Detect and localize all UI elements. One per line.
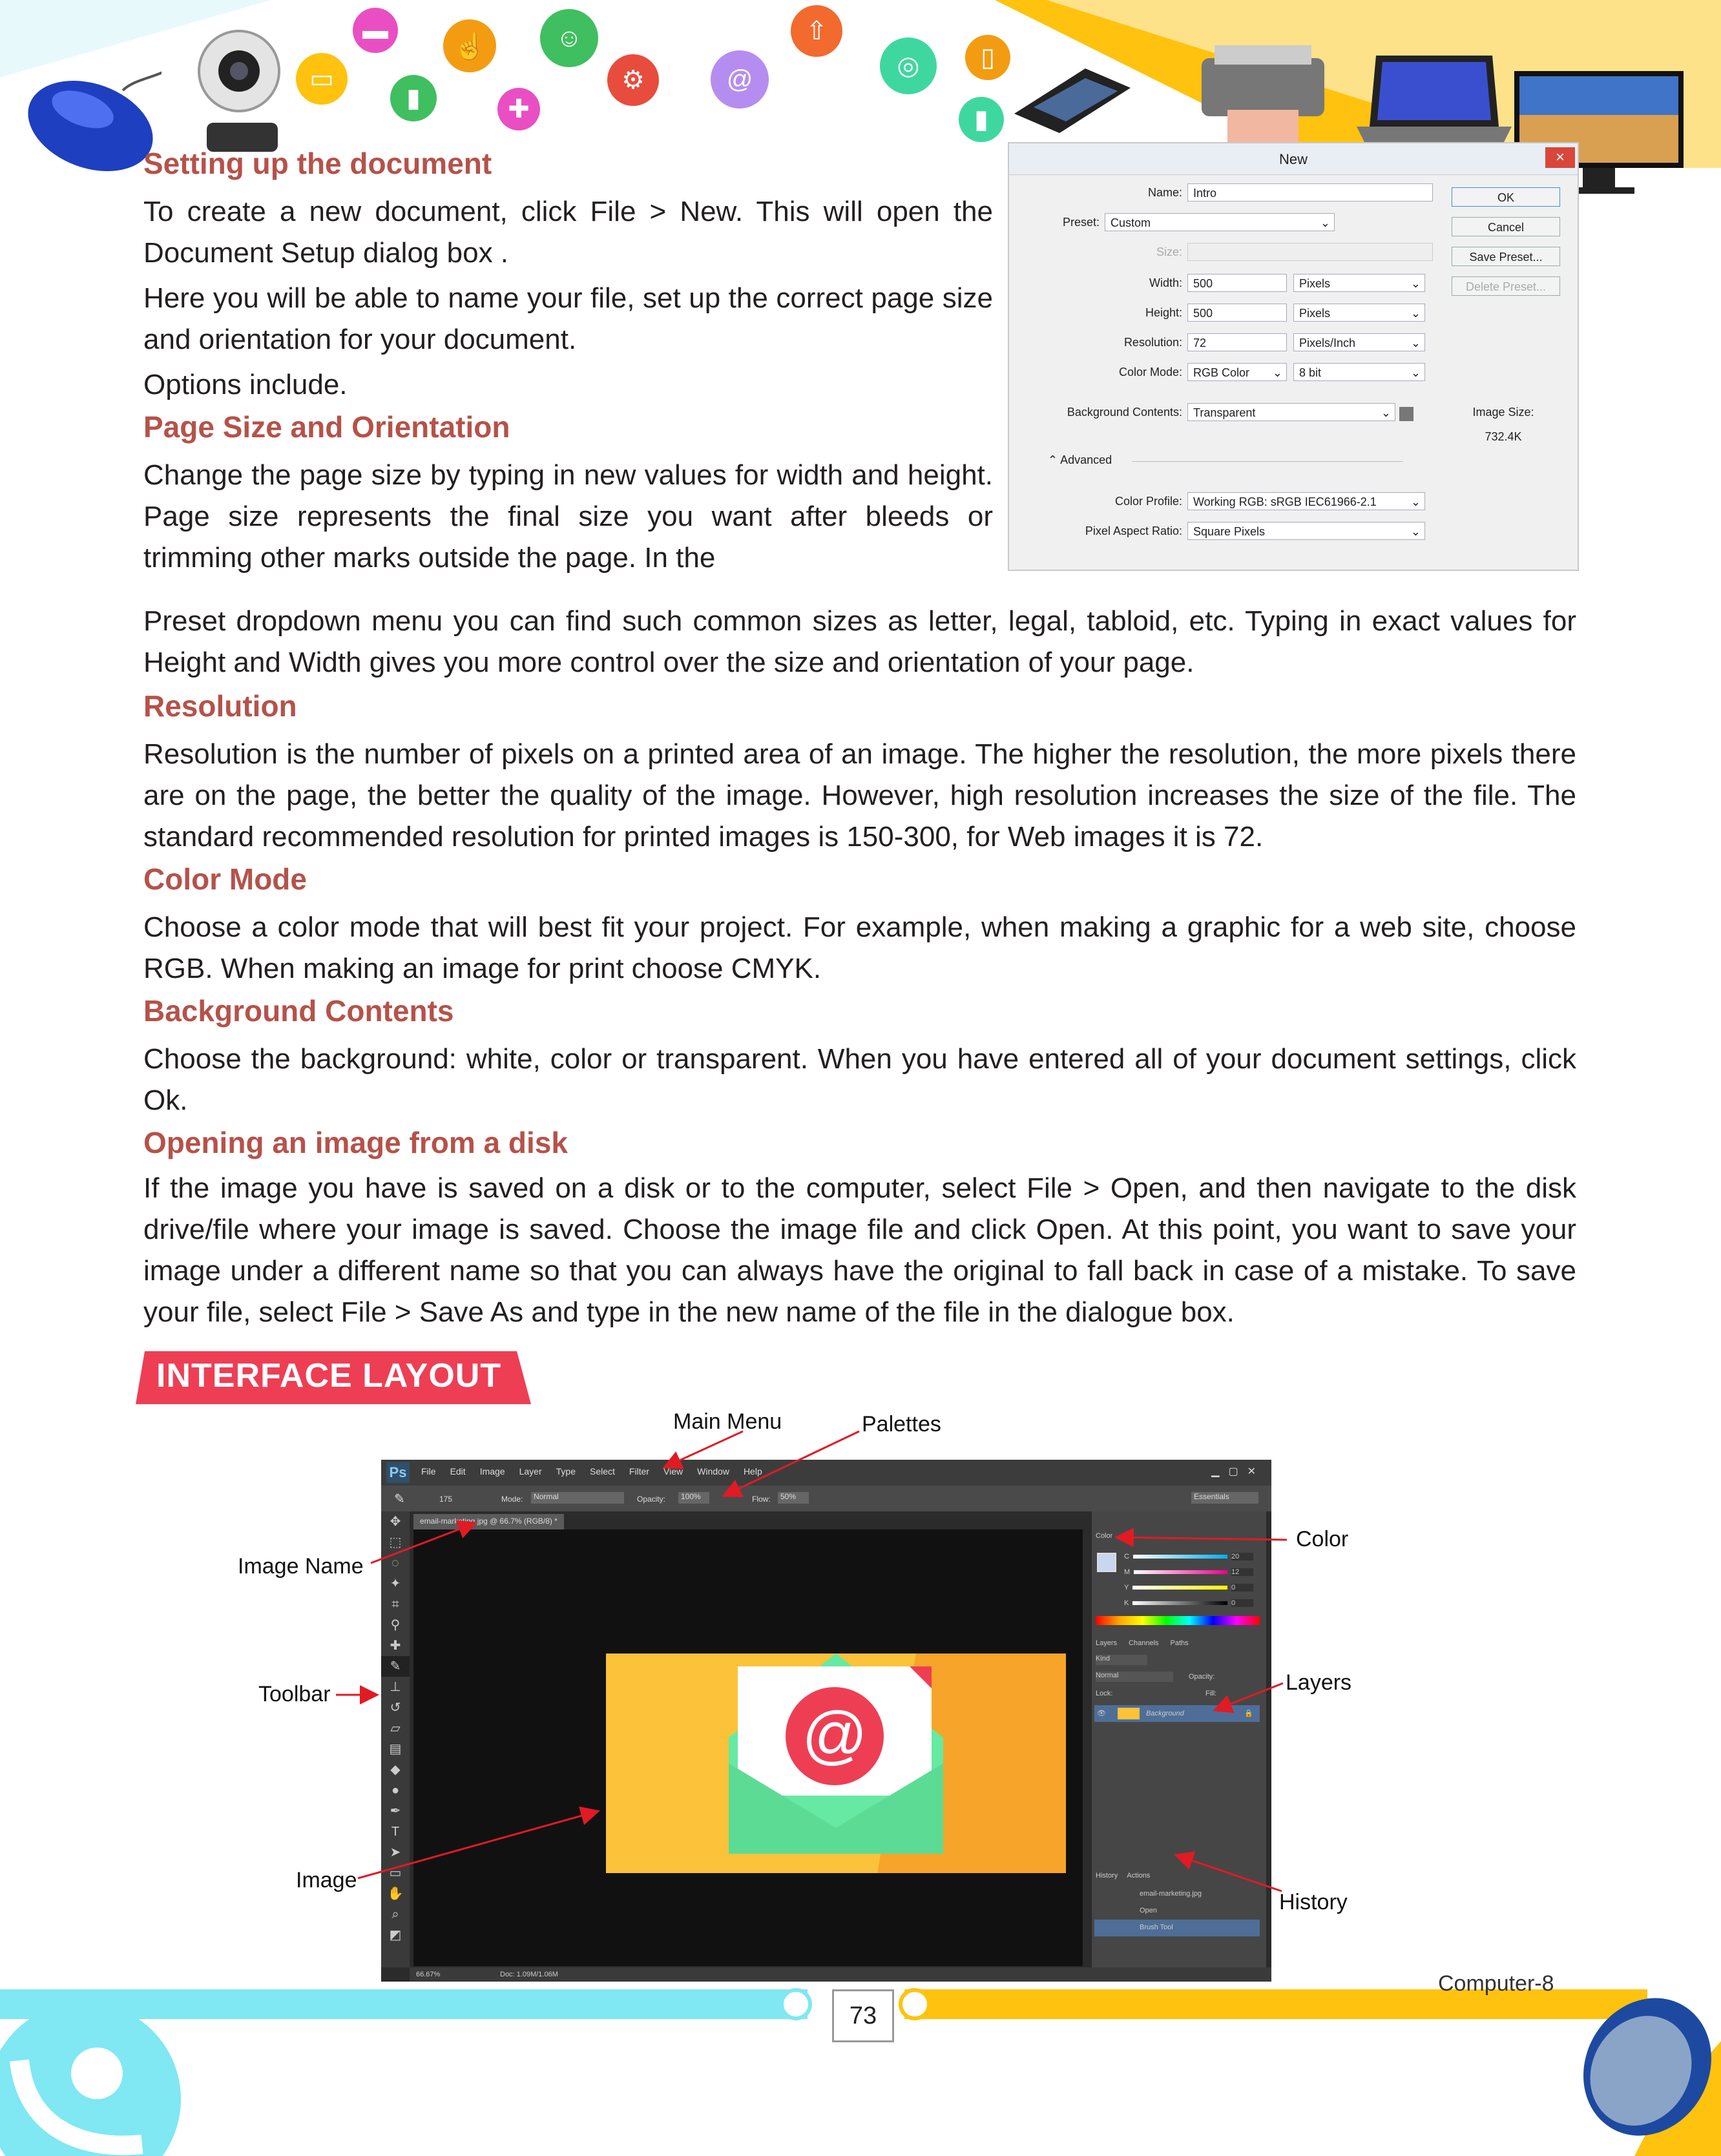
touch-icon: ☝ [443, 19, 496, 72]
width-input[interactable]: 500 [1187, 274, 1287, 292]
color-slider-c[interactable] [1124, 1549, 1253, 1564]
tab-history[interactable]: History [1096, 1872, 1118, 1880]
height-unit-value: Pixels [1299, 307, 1331, 320]
ps-panels [1092, 1511, 1266, 1967]
eraser-tool-icon[interactable]: ▱ [390, 1721, 401, 1736]
ps-menubar [381, 1460, 1271, 1486]
color-depth-select[interactable] [1293, 363, 1425, 381]
layers-kind-filter[interactable]: Kind [1096, 1655, 1147, 1665]
color-swatches[interactable]: ◩ [389, 1928, 402, 1942]
callout-color: Color [1296, 1527, 1349, 1551]
advanced-label: Advanced [1060, 453, 1112, 466]
setup-body [143, 191, 993, 406]
background-label: Background Contents: [1067, 406, 1182, 419]
preset-value: Custom [1111, 216, 1151, 229]
chart-icon: ▮ [390, 75, 437, 121]
callout-palettes: Palettes [862, 1412, 941, 1436]
width-unit-value: Pixels [1299, 277, 1331, 290]
color-mode-value: RGB Color [1193, 366, 1250, 379]
layers-blend-select[interactable]: Normal [1096, 1672, 1173, 1682]
layers-panel-tabs [1096, 1639, 1189, 1647]
mouse-small-icon: ▯ [965, 35, 1010, 80]
setup-paragraph-2: Here you will be able to name your file, set up the correct page size and orientation for your document. [143, 282, 993, 355]
mode-label: Mode: [501, 1495, 523, 1504]
chevron-down-icon: ⌄ [1410, 525, 1421, 538]
status-doc-size: Doc: 1.09M/1.06M [500, 1971, 558, 1978]
name-input[interactable]: Intro [1187, 183, 1433, 202]
opacity-label: Opacity: [637, 1495, 666, 1504]
brush-tool-icon[interactable]: ✎ [394, 1492, 405, 1506]
resolution-input[interactable]: 72 [1187, 333, 1287, 351]
healing-tool-icon[interactable]: ✚ [390, 1639, 401, 1653]
channel-value: 20 [1231, 1553, 1253, 1560]
globe-icon: ◎ [880, 37, 937, 94]
game-icon: ✚ [497, 88, 540, 130]
history-item[interactable]: email-marketing.jpg [1140, 1890, 1202, 1898]
laptop-icon [1357, 49, 1512, 152]
analytics-icon: ▮ [959, 97, 1004, 142]
heading-resolution: Resolution [143, 689, 297, 723]
flow-input[interactable]: 50% [778, 1492, 809, 1504]
blur-tool-icon[interactable]: ◆ [390, 1763, 401, 1777]
aspect-ratio-select[interactable] [1187, 522, 1425, 540]
svg-text:@: @ [802, 1699, 868, 1771]
delete-preset-button[interactable]: Delete Preset... [1452, 276, 1560, 296]
aspect-ratio-value: Square Pixels [1193, 525, 1266, 538]
heading-opening: Opening an image from a disk [143, 1126, 568, 1159]
color-profile-label: Color Profile: [1114, 495, 1182, 508]
email-image[interactable] [606, 1653, 1066, 1873]
type-tool-icon[interactable]: T [391, 1825, 400, 1839]
chevron-up-icon: ⌃ [1048, 453, 1061, 466]
heading-background: Background Contents [143, 994, 454, 1028]
color-depth-value: 8 bit [1299, 366, 1322, 379]
ps-menu-item[interactable]: Help [743, 1466, 762, 1477]
history-item[interactable]: Open [1140, 1907, 1157, 1914]
dialog-close-button[interactable]: × [1545, 147, 1575, 168]
layer-row-background[interactable] [1094, 1705, 1260, 1722]
layers-lock-label: Lock: [1096, 1690, 1113, 1697]
history-item[interactable]: Brush Tool [1094, 1920, 1260, 1936]
scanner-icon [1008, 62, 1137, 140]
ps-menu-item[interactable]: Window [697, 1466, 729, 1477]
mode-select[interactable]: Normal [531, 1492, 624, 1504]
aspect-ratio-label: Pixel Aspect Ratio: [1085, 524, 1182, 537]
chevron-down-icon: ⌄ [1410, 337, 1421, 349]
hand-tool-icon[interactable]: ✋ [387, 1887, 404, 1901]
color-panel-tab[interactable]: Color [1096, 1532, 1113, 1540]
ps-window-controls[interactable]: ▁▢✕ [1211, 1466, 1265, 1477]
background-value: Transparent [1193, 406, 1256, 419]
callout-image: Image [296, 1868, 357, 1892]
move-tool-icon[interactable]: ✥ [390, 1515, 401, 1529]
color-slider-y[interactable] [1124, 1580, 1253, 1595]
channel-label: K [1124, 1599, 1129, 1607]
page-number: 73 [832, 1989, 894, 2042]
cancel-button[interactable]: Cancel [1452, 217, 1560, 236]
height-input[interactable]: 500 [1187, 304, 1287, 322]
channel-value: 12 [1231, 1568, 1253, 1576]
webcam-icon [187, 26, 297, 161]
dialog-title: New [1278, 151, 1308, 167]
chevron-down-icon: ⌄ [1410, 495, 1421, 508]
gradient-tool-icon[interactable]: ▤ [389, 1742, 402, 1756]
stamp-tool-icon[interactable]: ⊥ [390, 1680, 401, 1694]
ps-logo: Ps [386, 1462, 410, 1483]
color-mode-select[interactable] [1187, 363, 1287, 381]
ps-menu-item[interactable]: Filter [629, 1466, 650, 1477]
setup-paragraph-3: Options include. [143, 369, 348, 400]
pen-tool-icon[interactable]: ✒ [390, 1804, 401, 1818]
mouse-icon [19, 65, 162, 187]
people-icon: ☺ [540, 9, 598, 67]
channel-label: C [1124, 1553, 1129, 1560]
chevron-down-icon: ⌄ [1410, 307, 1421, 320]
path-select-tool-icon[interactable]: ➤ [390, 1845, 401, 1860]
lock-icon: 🔒 [1244, 1710, 1253, 1717]
save-preset-button[interactable]: Save Preset... [1452, 247, 1560, 266]
chevron-down-icon: ⌄ [1410, 277, 1421, 290]
color-mode-paragraph: Choose a color mode that will best fit your project. For example, when making a graphic for a web site, choose RGB. When making an image for print choose CMYK. [143, 911, 1576, 984]
layers-fill-label: Fill: [1205, 1690, 1217, 1697]
color-spectrum[interactable] [1096, 1616, 1260, 1625]
heading-setup: Setting up the document [143, 147, 492, 180]
ps-menu-item[interactable]: View [663, 1466, 683, 1477]
callout-image-name: Image Name [238, 1554, 364, 1579]
name-label: Name: [1147, 186, 1182, 199]
history-panel-tabs [1096, 1872, 1150, 1880]
status-zoom[interactable]: 66.67% [416, 1971, 441, 1978]
opacity-input[interactable]: 100% [678, 1492, 709, 1504]
advanced-divider [1132, 461, 1403, 462]
width-label: Width: [1149, 276, 1182, 289]
image-size-value: 732.4K [1485, 430, 1522, 443]
resolution-paragraph: Resolution is the number of pixels on a printed area of an image. The higher the resolution, the more pixels there are on the page, the better the quality of the image. However, high resolution increases the size of the file. The standard recommended resolution for printed images is 150-300, for Web images it is 72. [143, 738, 1576, 853]
callout-main-menu: Main Menu [673, 1409, 782, 1434]
ps-menu-item[interactable]: Select [590, 1466, 615, 1477]
layer-thumbnail [1118, 1708, 1140, 1719]
height-unit-select[interactable] [1293, 304, 1425, 322]
interface-layout-banner: INTERFACE LAYOUT [156, 1357, 502, 1394]
tab-paths[interactable]: Paths [1170, 1639, 1189, 1647]
chevron-down-icon: ⌄ [1272, 366, 1282, 379]
ps-main-menu [421, 1466, 762, 1477]
eyedropper-tool-icon[interactable]: ⚲ [390, 1618, 401, 1632]
ps-toolbar [381, 1511, 410, 1967]
dodge-tool-icon[interactable]: ● [391, 1783, 400, 1798]
background-paragraph: Choose the background: white, color or transparent. When you have entered all of your document settings, click Ok. [143, 1043, 1576, 1116]
setup-paragraph-1: To create a new document, click File > New. This will open the Document Setup dialog box . [143, 196, 993, 269]
book-title: Computer-8 [1438, 1971, 1554, 1996]
ps-canvas-area [413, 1529, 1083, 1966]
flow-label: Flow: [752, 1495, 771, 1504]
tab-layers[interactable]: Layers [1096, 1639, 1118, 1647]
chevron-down-icon: ⌄ [1381, 406, 1391, 419]
opening-paragraph: If the image you have is saved on a disk or to the computer, select File > Open, and then navigate to the disk drive/file where your image is saved. Choose the image file and click Open. At this point, you want to save your image under a different name so that you can always have the original to fall back in case of a mistake. To save your file, select File > Save As and type in the new name of the file in the dialogue box. [143, 1172, 1576, 1328]
ok-button[interactable]: OK [1452, 187, 1560, 207]
history-list [1094, 1886, 1260, 1936]
width-unit-select[interactable] [1293, 274, 1425, 292]
chevron-down-icon: ⌄ [1320, 216, 1330, 229]
printer-icon [1189, 39, 1337, 149]
layers-opacity-label: Opacity: [1189, 1673, 1215, 1681]
settings-icon: ⚙ [607, 54, 659, 106]
channel-value: 0 [1231, 1584, 1253, 1591]
lasso-tool-icon[interactable]: ◌ [391, 1556, 399, 1570]
layer-name: Background [1146, 1710, 1184, 1717]
channel-value: 0 [1231, 1599, 1253, 1607]
monitor-icon: ▭ [296, 53, 348, 105]
tab-actions[interactable]: Actions [1127, 1872, 1151, 1880]
resolution-unit-select[interactable] [1293, 333, 1425, 351]
marquee-tool-icon[interactable]: ⬚ [389, 1535, 402, 1550]
photoshop-screenshot [381, 1460, 1271, 1982]
background-select[interactable] [1187, 403, 1395, 421]
tab-channels[interactable]: Channels [1129, 1639, 1159, 1647]
eye-icon[interactable]: 👁 [1097, 1710, 1106, 1717]
foreground-color-swatch[interactable] [1097, 1553, 1116, 1572]
color-slider-m[interactable] [1124, 1564, 1253, 1580]
workspace-select[interactable]: Essentials [1191, 1492, 1258, 1504]
zoom-tool-icon[interactable]: ⌕ [391, 1907, 399, 1922]
ps-options-bar [381, 1486, 1271, 1511]
advanced-toggle[interactable] [1048, 453, 1112, 467]
email-icon: @ [711, 50, 769, 109]
resolution-label: Resolution: [1123, 336, 1182, 349]
color-mode-label: Color Mode: [1118, 366, 1182, 378]
new-document-dialog [1008, 142, 1579, 571]
size-select [1187, 243, 1433, 261]
ps-document-tab[interactable]: email-marketing.jpg @ 66.7% (RGB/8) * [413, 1514, 564, 1531]
color-sliders [1124, 1549, 1253, 1611]
shape-tool-icon[interactable]: ▭ [389, 1866, 402, 1880]
wand-tool-icon[interactable]: ✦ [390, 1577, 401, 1591]
upload-icon: ⇧ [791, 5, 842, 57]
heading-page-size: Page Size and Orientation [143, 410, 510, 444]
channel-label: M [1124, 1568, 1131, 1576]
color-profile-select[interactable] [1187, 492, 1425, 510]
ps-menu-item[interactable]: Layer [519, 1466, 542, 1477]
heading-color-mode: Color Mode [143, 862, 307, 896]
size-label: Size: [1156, 245, 1182, 258]
crop-tool-icon[interactable]: ⌗ [391, 1597, 399, 1612]
preset-label: Preset: [1062, 216, 1100, 229]
image-size-label: Image Size: [1472, 406, 1534, 419]
color-profile-value: Working RGB: sRGB IEC61966-2.1 [1193, 495, 1377, 508]
ps-menu-item[interactable]: Image [479, 1466, 505, 1477]
ps-menu-item[interactable]: Edit [450, 1466, 466, 1477]
chevron-down-icon: ⌄ [1410, 366, 1421, 379]
brush-tool-icon[interactable]: ✎ [381, 1656, 410, 1677]
history-brush-tool-icon[interactable]: ↺ [390, 1701, 401, 1715]
background-color-swatch[interactable] [1399, 407, 1413, 421]
ps-menu-item[interactable]: Type [556, 1466, 576, 1477]
preset-select[interactable] [1105, 213, 1335, 231]
ps-menu-item[interactable]: File [421, 1466, 436, 1477]
channel-label: Y [1124, 1584, 1129, 1591]
callout-history: History [1279, 1890, 1348, 1914]
page-size-paragraph-1: Change the page size by typing in new values for width and height. Page size represents the final size you want after bleeds or trimming other marks outside the page. In the [143, 459, 993, 574]
color-slider-k[interactable] [1124, 1595, 1253, 1611]
folder-icon: ▬ [353, 8, 398, 53]
callout-layers: Layers [1286, 1670, 1352, 1695]
height-label: Height: [1145, 306, 1182, 319]
brush-size[interactable]: 175 [439, 1495, 453, 1504]
resolution-unit-value: Pixels/Inch [1299, 337, 1356, 349]
callout-toolbar: Toolbar [258, 1682, 331, 1706]
page-size-paragraph-2: Preset dropdown menu you can find such common sizes as letter, legal, tabloid, etc. Typing in exact values for Height and Width gives you more control over the size and orientation of your page. [143, 605, 1576, 678]
dialog-titlebar [1009, 143, 1578, 175]
